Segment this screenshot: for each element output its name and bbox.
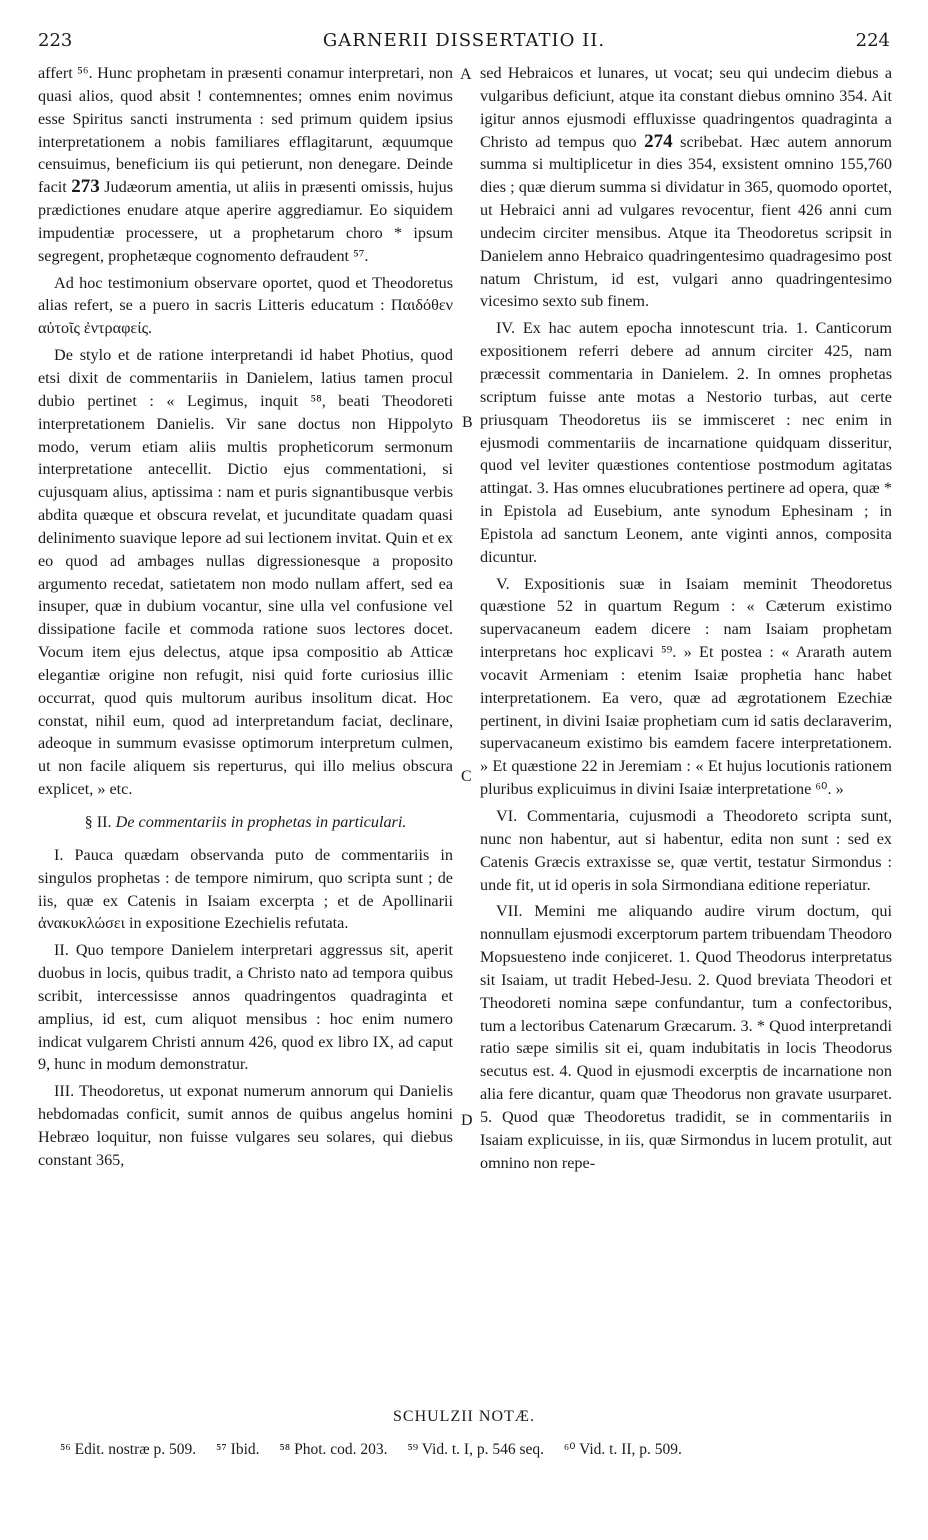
- paragraph: [480, 62, 892, 313]
- text: sed Hebraicos et lunares, ut vocat; seu qui undecim diebus a vulgaribus deficiunt, atque ita constant diebus omnino 354. Ait igitur annos ejusmodi effluxisse quadringentos quadraginta a Christo ad tempus quo: [480, 64, 892, 151]
- footnotes: [60, 1440, 890, 1459]
- section-mark: § II.: [84, 813, 112, 831]
- right-column: [480, 62, 892, 1179]
- left-column: [38, 62, 453, 1176]
- text: Judæorum amentia, ut aliis in præsenti omissis, hujus prædictiones enudare atque aperire aggrediamur. Eo siquidem impudentiæ processere, ut a prophetarum choro * ipsum segregent, prophetæque cognomento defraudent ⁵⁷.: [38, 178, 454, 265]
- paragraph: V. Expositionis suæ in Isaiam meminit Theodoretus quæstione 52 in quartum Regum : « Cæterum existimo supervacaneum eadem dicere : nam Isaiam prophetam interpretans hoc explicavi ⁵⁹. » Et postea : « Ararath autem vocavit Armeniam : etenim Isaiæ prophetia hanc habet interpretationem. Ea vero, quæ ad ægrotationem Ezechiæ pertinent, in divini Isaiæ prophetiam cum id satis declaraverim, supervacaneum existimo bis eamdem facere interpretationem. » Et quæstione 22 in Jeremiam : « Et hujus locutionis rationem pluribus explicuimus in divini Isaiæ interpretatione ⁶⁰. »: [480, 574, 892, 799]
- page-number-left: 223: [38, 30, 73, 51]
- text: scribebat. Hæc autem annorum summa si multiplicetur in dies 354, exsistent omnino 155,760 dies ; quæ dierum summa si dividatur in 365, quomodo oportet, ut Hebraici anni ad vulgares revocentur, fient 426 anni cum undecim circiter mensibus. Atque ita Theodoretus scripsit in Danielem anno Hebraico quadringentesimo quadragesimo post natum Christum, id est, vulgari anno quadringentesimo vicesimo sexto sub finem.: [480, 132, 892, 311]
- section-heading: [38, 811, 453, 834]
- margin-letter-a: A: [460, 66, 472, 83]
- paragraph: VI. Commentaria, cujusmodi a Theodoreto scripta sunt, nunc non habentur, aut si habentur, edita non sunt : sed ex Catenis Græcis extraxisse se, quæ vertit, testatur Sirmondus : unde fit, ut id operis in sola Sirmondiana editione reperiatur.: [480, 807, 892, 894]
- margin-letter-d: D: [461, 1112, 473, 1129]
- paragraph: Ad hoc testimonium observare oportet, quod et Theodoretus alias refert, se a puero in sacris Litteris educatum : Παιδόθεν αὐτοῖς ἐντραφείς.: [38, 273, 453, 338]
- footnote: ⁵⁸ Phot. cod. 203.: [279, 1441, 388, 1458]
- margin-letter-b: B: [462, 414, 473, 431]
- inline-page-number: 274: [644, 130, 673, 152]
- margin-letter-c: C: [461, 768, 472, 785]
- section-title: De commentariis in prophetas in particulari.: [115, 813, 407, 831]
- paragraph: III. Theodoretus, ut exponat numerum annorum qui Danielis hebdomadas conficit, sumit annos de quibus angelus homini Hebræo loquitur, non fuisse vulgares seu solares, qui diebus constant 365,: [38, 1082, 453, 1169]
- footnote: ⁵⁷ Ibid.: [215, 1441, 260, 1458]
- notes-title: SCHULZII NOTÆ.: [393, 1408, 535, 1425]
- paragraph: VII. Memini me aliquando audire virum doctum, qui nonnullam ejusmodi excerptorum partem tribuendam Theodoro Mopsuesteno inde conjiceret. 1. Quod Theodorus interpretatus sit Isaiam, ut tradit Hebed-Jesu. 2. Quod breviata Theodori et Theodoreti nomina sæpe confundantur, tum a confectoribus, tum a lectoribus Catenarum Græcarum. 3. * Quod interpretandi ratio sæpe similis sit ei, quam indubitatis in locis Theodorus secutus est. 4. Quod in ejusmodi excerptis de incarnatione non alia fere dicantur, quam quæ Theodorus non gravate usurparet. 5. Quod quæ Theodoretus tradidit, se in commentariis in Isaiam explicuisse, in iis, quæ Sirmondus in lucem protulit, aut omnino non repe-: [480, 902, 892, 1172]
- paragraph: I. Pauca quædam observanda puto de commentariis in singulos prophetas : de tempore nimirum, quo scripta sunt ; de iis, quæ ex Catenis in Isaiam excerpta ; et de Apollinarii ἀνακυκλώσει in expositione Ezechielis refutata.: [38, 845, 453, 933]
- running-title: GARNERII DISSERTATIO II.: [322, 30, 606, 51]
- footnote: ⁶⁰ Vid. t. II, p. 509.: [563, 1441, 682, 1458]
- paragraph: IV. Ex hac autem epocha innotescunt tria. 1. Canticorum expositionem referri debere ad annum circiter 425, nam præcessit commentaria in Danielem. 2. In omnes prophetas scriptum fuisse ante motas a Nestorio turbas, aut certe priusquam Theodoretus iis se immisceret : nec enim in ejusmodi commentariis de incarnatione quidquam disseritur, quod vel leviter quæstiones contentiose postmodum agitatas attingat. 3. Has omnes elucubrationes pertinere ad opera, quæ * in Epistola ad Eusebium, ante synodum Ephesinam ; in Epistola ad sanctum Leonem, ante viginti annos, composita dicuntur.: [480, 319, 892, 566]
- text: affert ⁵⁶. Hunc prophetam in præsenti conamur interpretari, non quasi alios, quod absit ! contemnentes; omnes enim novimus esse Spiritus sancti instrumenta : sed primum quidem ipsius interpretationem a nobis familiares efflagitarunt, æquumque censuimus, beneficium iis qui petierunt, non denegare. Deinde facit: [38, 64, 453, 197]
- inline-page-number: 273: [71, 176, 100, 198]
- footnote: ⁵⁶ Edit. nostræ p. 509.: [60, 1441, 197, 1458]
- page-header: [38, 30, 890, 60]
- paragraph: De stylo et de ratione interpretandi id habet Photius, quod etsi dixit de commentariis in Danielem, latius tamen procul dubio pertinet : « Legimus, inquit ⁵⁸, beati Theodoreti interpretationem Danielis. Vir sane doctus non Hippolyto modo, verum etiam aliis multis propheticorum sermonum interpretatione antecellit. Dictio ejus commentationi, si cujusquam alius, aptissima : nam et puris signantibusque verbis abdita quæque et obscura revelat, et jucunditate quadam quasi delinimento suavique lepore ad sui lectionem invitat. Quin et ex eo quod ad ambages nullas digressionesque a proposito argumento recedat, satietatem non modo nullam affert, sed ea insuper, quæ in dubium vocantur, sine ulla vel confusione vel dissipatione facile et commoda ratione suos lectores docet. Vocum item ejus delectus, atque ipsa compositio ab Atticæ elegantiæ origine non refugit, nisi quid forte curiosius illic occurrat, quod quis multorum auribus insolitum dicat. Hoc constat, nihil eum, quod ad interpretandum faciat, declinare, adeoque in summum evasisse optimorum interpretum culmen, ut non facile aliquem sis reperturus, qui illo melius obscura explicet, » etc.: [38, 346, 453, 799]
- paragraph: II. Quo tempore Danielem interpretari aggressus sit, aperit duobus in locis, quibus tradit, a Christo nato ad tempora quibus scribit, intercessisse annos quadringentos quadraginta et amplius, id est, cum aliquot mensibus : hoc enim numero indicat vulgarem Christi annum 426, quod ex libro IX, ad caput 9, hunc in modum demonstratur.: [38, 941, 453, 1074]
- paragraph: [38, 62, 453, 268]
- footnote: ⁵⁹ Vid. t. I, p. 546 seq.: [407, 1441, 544, 1458]
- page-number-right: 224: [855, 30, 890, 51]
